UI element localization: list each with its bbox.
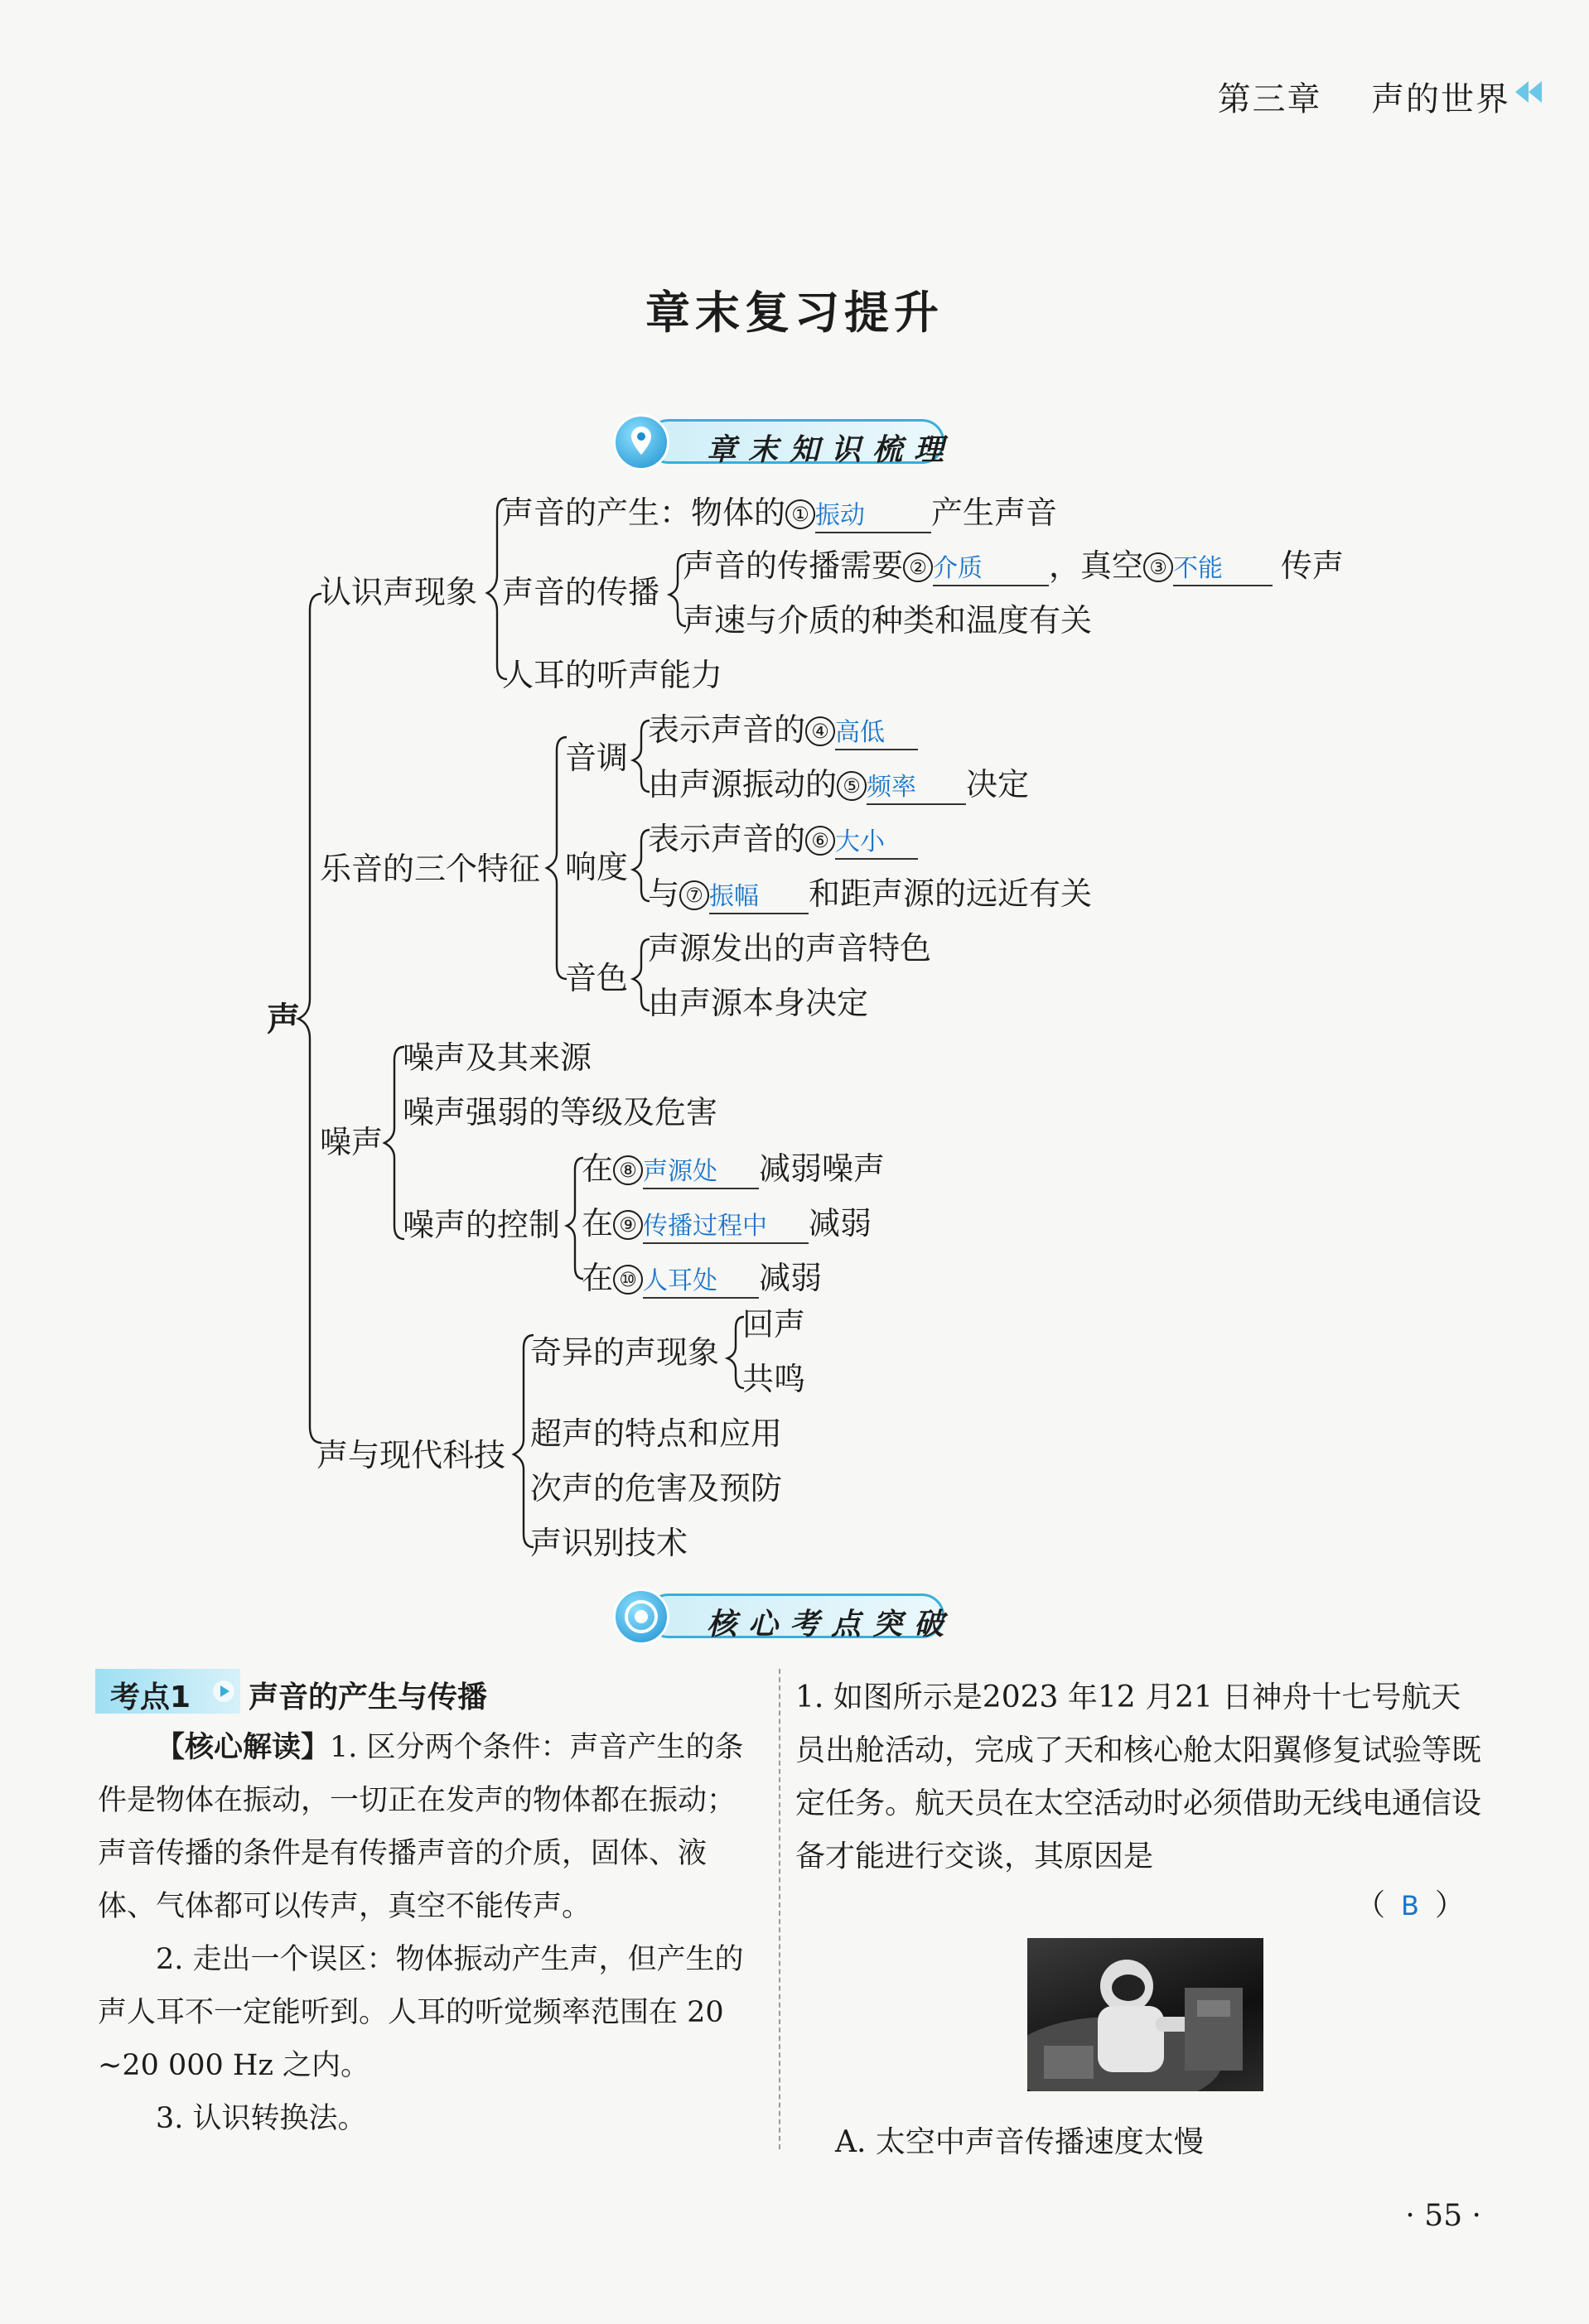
answer-10: 人耳处 xyxy=(643,1266,718,1295)
text: 与 xyxy=(648,875,680,912)
chapter-number: 第三章 xyxy=(1217,80,1322,118)
conversion-method-text: 3. 认识转换法。 xyxy=(156,2102,367,2135)
answer-9: 传播过程中 xyxy=(643,1212,768,1241)
kaodian-badge xyxy=(95,1669,240,1714)
banner-label: 核心考点突破 xyxy=(707,1607,956,1642)
node-noise-control: 噪声的控制 xyxy=(403,1207,561,1243)
blank-1 xyxy=(815,497,931,533)
text: 表示声音的 xyxy=(648,711,806,748)
node-control-ear xyxy=(582,1262,822,1299)
text: 传声 xyxy=(1281,547,1345,584)
paren-close: ） xyxy=(1435,1888,1466,1922)
blank-number: ⑦ xyxy=(679,880,709,910)
core-interpretation-head: 【核心解读】 xyxy=(156,1731,331,1764)
blank-4 xyxy=(835,714,918,750)
node-strange-phenomena: 奇异的声现象 xyxy=(530,1334,720,1371)
page-number: · 55 · xyxy=(1405,2199,1481,2233)
branch-modern-technology: 声与现代科技 xyxy=(316,1437,506,1473)
option-a: A. 太空中声音传播速度太慢 xyxy=(835,2125,1204,2159)
blank-number: ⑥ xyxy=(805,826,835,856)
answer-3: 不能 xyxy=(1173,554,1224,583)
text: 减弱 xyxy=(759,1260,823,1296)
node-control-source xyxy=(582,1150,886,1189)
node-loudness-b xyxy=(648,875,1093,914)
answer-1: 振动 xyxy=(815,501,866,530)
core-interpretation-1 xyxy=(98,1721,761,1933)
text: 声音的传播需要 xyxy=(683,547,904,584)
node-noise-level: 噪声强弱的等级及危害 xyxy=(403,1094,718,1131)
text: 在 xyxy=(582,1150,614,1187)
text: 在 xyxy=(582,1260,614,1296)
section-banner-core xyxy=(613,1589,961,1645)
node-noise-source: 噪声及其来源 xyxy=(403,1039,592,1076)
blank-2 xyxy=(933,550,1049,586)
branch-understanding-sound: 认识声现象 xyxy=(320,574,478,610)
blank-9 xyxy=(643,1208,809,1244)
banner-label: 章末知识梳理 xyxy=(707,432,956,467)
mindmap-root: 声 xyxy=(267,1000,300,1039)
node-voice-recognition: 声识别技术 xyxy=(530,1525,688,1561)
blank-10 xyxy=(643,1262,759,1299)
answer-2: 介质 xyxy=(933,554,983,583)
text: 声音的产生：物体的 xyxy=(502,494,786,531)
answer-7: 振幅 xyxy=(709,882,760,911)
blank-number: ⑤ xyxy=(837,771,867,801)
answer-8: 声源处 xyxy=(643,1157,718,1186)
question-1-text xyxy=(795,1671,1483,1883)
text: 产生声音 xyxy=(931,494,1058,531)
text: 和距声源的远近有关 xyxy=(809,875,1093,912)
blank-number: ⑧ xyxy=(613,1155,643,1185)
target-icon xyxy=(613,1589,669,1645)
node-resonance: 共鸣 xyxy=(742,1361,806,1397)
answer-paren xyxy=(1355,1882,1465,1924)
question-stem: 1. 如图所示是2023 年12 月21 日神舟十七号航天员出舱活动，完成了天和核心舱太阳翼修复试验等既定任务。航天员在太空活动时必须借助无线电通信设备才能进行交谈，其原因是 xyxy=(795,1680,1482,1873)
node-ultrasound: 超声的特点和应用 xyxy=(530,1415,783,1452)
branch-noise: 噪声 xyxy=(320,1124,384,1160)
text: 在 xyxy=(582,1205,614,1242)
location-pin-icon xyxy=(613,414,669,470)
answer-4: 高低 xyxy=(835,718,886,747)
core-interpretation-2 xyxy=(98,1933,761,2092)
node-echo: 回声 xyxy=(742,1306,806,1343)
node-loudness: 响度 xyxy=(565,849,629,885)
node-speed-of-sound: 声速与介质的种类和温度有关 xyxy=(683,602,1093,639)
node-sound-propagation: 声音的传播 xyxy=(502,574,660,610)
text: 决定 xyxy=(966,766,1030,803)
text: ，真空 xyxy=(1049,547,1144,584)
answer-value: B xyxy=(1401,1890,1419,1921)
text: 表示声音的 xyxy=(648,821,806,857)
blank-number: ④ xyxy=(805,716,835,746)
node-infrasound: 次声的危害及预防 xyxy=(530,1470,783,1507)
branch-three-features: 乐音的三个特征 xyxy=(320,851,541,887)
text: 由声源振动的 xyxy=(648,766,838,803)
blank-number: ① xyxy=(785,499,815,529)
blank-number: ③ xyxy=(1143,552,1173,582)
node-timbre-a: 声源发出的声音特色 xyxy=(648,930,932,967)
core-interpretation-3 xyxy=(98,2092,761,2145)
column-divider xyxy=(779,1669,780,2149)
kaodian-title: 声音的产生与传播 xyxy=(249,1680,488,1714)
blank-number: ⑨ xyxy=(613,1210,643,1240)
page-title: 章末复习提升 xyxy=(645,286,944,339)
node-pitch: 音调 xyxy=(565,740,629,776)
node-pitch-a xyxy=(648,711,918,750)
chapter-title: 声的世界 xyxy=(1371,80,1510,118)
node-timbre: 音色 xyxy=(565,960,629,996)
astronaut-photo xyxy=(1027,1938,1263,2091)
kaodian-badge-label: 考点1 xyxy=(110,1680,191,1714)
kaodian-heading xyxy=(95,1669,559,1714)
blank-number: ⑩ xyxy=(613,1265,643,1295)
answer-5: 频率 xyxy=(867,773,917,802)
node-control-path xyxy=(582,1205,872,1244)
paren-open: （ xyxy=(1355,1888,1386,1922)
blank-6 xyxy=(835,823,918,860)
blank-8 xyxy=(643,1153,759,1189)
text: 减弱 xyxy=(809,1205,872,1242)
play-arrow-icon xyxy=(211,1679,236,1704)
misconception-text: 2. 走出一个误区：物体振动产生声，但产生的声人耳不一定能听到。人耳的听觉频率范围在 20 ~20 000 Hz 之内。 xyxy=(98,1943,744,2082)
blank-3 xyxy=(1173,550,1273,586)
blank-5 xyxy=(867,769,966,805)
node-sound-production xyxy=(502,494,1058,533)
section-banner-summary xyxy=(613,414,961,470)
node-hearing-ability: 人耳的听声能力 xyxy=(502,657,723,693)
running-header xyxy=(1218,73,1510,120)
answer-6: 大小 xyxy=(835,827,886,856)
blank-number: ② xyxy=(903,552,933,582)
node-medium-needed xyxy=(683,547,1345,586)
node-timbre-b: 由声源本身决定 xyxy=(648,985,869,1021)
double-arrow-icon xyxy=(1514,80,1543,104)
node-pitch-b xyxy=(648,766,1030,805)
node-loudness-a xyxy=(648,823,918,860)
core-interpretation-text: 1. 区分两个条件：声音产生的条件是物体在振动，一切正在发声的物体都在振动；声音传播的条件是有传播声音的介质，固体、液体、气体都可以传声，真空不能传声。 xyxy=(98,1731,744,1923)
text: 减弱噪声 xyxy=(759,1150,886,1187)
blank-7 xyxy=(709,878,809,914)
